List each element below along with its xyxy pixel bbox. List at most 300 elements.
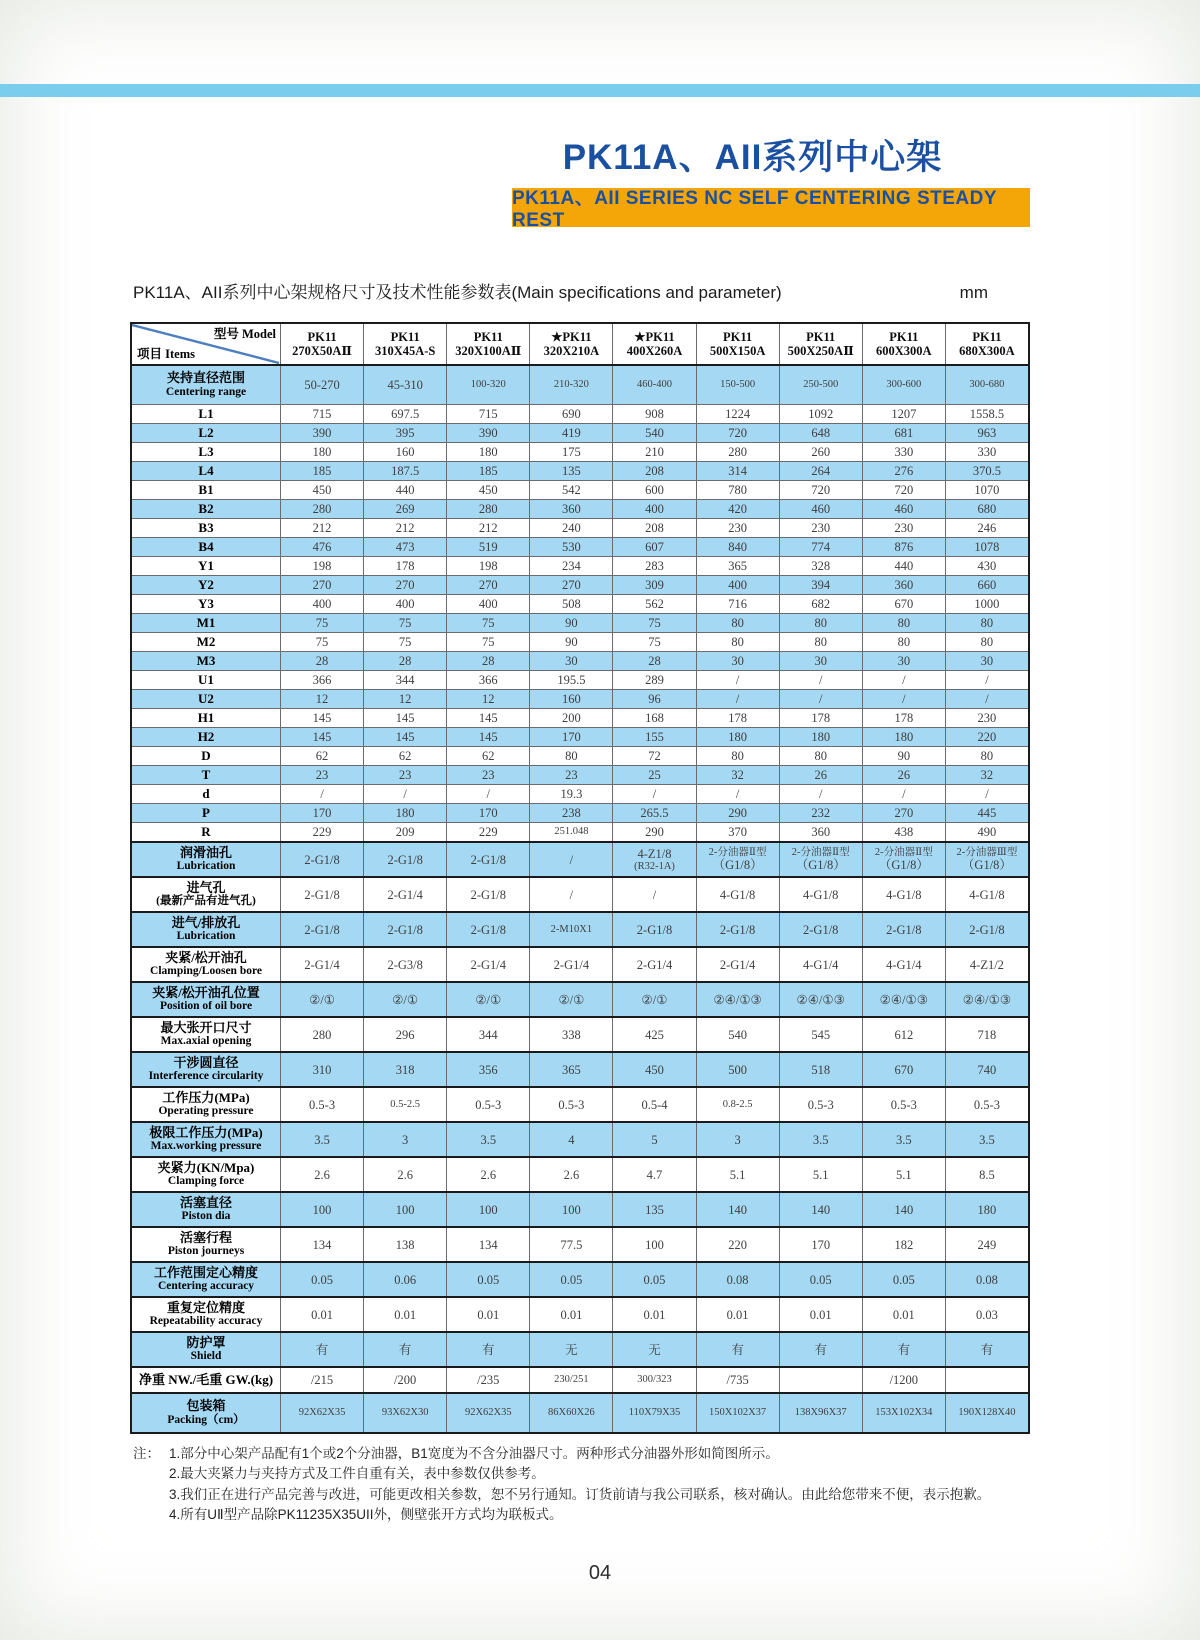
value-text: 774 [811, 540, 831, 554]
value-text: 0.01 [477, 1307, 500, 1322]
value-cell [529, 785, 612, 803]
value-text: 212 [312, 521, 332, 535]
value-cell [363, 405, 446, 423]
value-text: 246 [977, 521, 997, 535]
row-label-line: M3 [196, 652, 216, 668]
value-text: 0.08 [975, 1272, 998, 1287]
value-cell [862, 1193, 945, 1226]
value-text: 360 [811, 825, 831, 839]
value-text: 170 [478, 806, 498, 820]
table-row [132, 670, 1028, 689]
value-cell [529, 366, 612, 404]
value-cell [363, 652, 446, 670]
value-cell [696, 878, 779, 911]
value-cell [612, 557, 695, 575]
value-text: 72 [648, 749, 661, 763]
value-text: 360 [562, 502, 581, 516]
value-cell [446, 1368, 529, 1392]
value-cell [446, 1263, 529, 1296]
corner-cell [132, 324, 280, 364]
value-text: 178 [811, 711, 831, 725]
value-cell [363, 1263, 446, 1296]
model-header-line: 320X100AⅡ [455, 344, 522, 358]
value-cell [945, 1394, 1028, 1432]
value-cell [363, 366, 446, 404]
value-text: 90 [897, 749, 911, 763]
value-text: ②/① [641, 992, 668, 1007]
value-text: 3 [402, 1132, 409, 1147]
value-text: 540 [728, 1027, 747, 1042]
value-cell [529, 424, 612, 442]
value-text: 450 [478, 483, 498, 497]
value-cell [696, 595, 779, 613]
value-cell [363, 1193, 446, 1226]
value-text: 2-G1/8 [886, 922, 922, 937]
value-cell [945, 500, 1028, 518]
value-cell [862, 1228, 945, 1261]
value-cell [779, 983, 862, 1016]
table-caption-row [133, 278, 1030, 303]
value-cell [446, 766, 529, 784]
value-cell [446, 1193, 529, 1226]
value-cell [363, 1018, 446, 1051]
value-text: 545 [811, 1027, 831, 1042]
table-row [132, 981, 1028, 1016]
table-row [132, 1121, 1028, 1156]
value-text: 0.05 [311, 1272, 333, 1287]
value-text: 0.8-2.5 [722, 1098, 753, 1110]
model-header-line: PK11 [307, 330, 337, 344]
value-cell [779, 878, 862, 911]
value-text: /735 [726, 1373, 749, 1387]
value-text: 80 [980, 616, 994, 630]
model-header-cell [280, 324, 363, 364]
value-cell [280, 557, 363, 575]
value-text: 2-G1/8 [719, 922, 756, 937]
row-label-cell [132, 913, 280, 946]
row-label-line: d [202, 785, 210, 801]
value-text: 26 [897, 768, 911, 782]
table-row [132, 404, 1028, 423]
value-cell [280, 576, 363, 594]
value-text: 300/323 [637, 1374, 672, 1386]
value-cell [862, 766, 945, 784]
value-text: 460 [894, 502, 914, 516]
value-text: 210 [645, 445, 664, 459]
value-cell [779, 948, 862, 981]
note-text: 1.部分中心架产品配有1个或2个分油器，B1宽度为不含分油器尺寸。两种形式分油器外形如简图所示。 [169, 1446, 779, 1461]
value-text: 4-G1/4 [886, 957, 922, 972]
value-text: 75 [482, 616, 495, 630]
value-text: 180 [312, 445, 332, 459]
value-text: 100 [562, 1202, 581, 1217]
value-text: 718 [977, 1027, 997, 1042]
value-text: 170 [312, 806, 332, 820]
value-cell [529, 652, 612, 670]
value-cell [446, 843, 529, 876]
note-line [169, 1505, 1113, 1525]
value-cell [612, 500, 695, 518]
value-cell [446, 1333, 529, 1366]
value-cell [280, 1333, 363, 1366]
value-text: 80 [731, 616, 744, 630]
value-text: 230 [977, 711, 997, 725]
value-text: 75 [398, 635, 412, 649]
series-banner: PK11A、AII SERIES NC SELF CENTERING STEADY REST [512, 188, 1030, 227]
value-cell [945, 576, 1028, 594]
value-cell [779, 1088, 862, 1121]
model-header-line: ★PK11 [551, 330, 592, 344]
table-row [132, 632, 1028, 651]
value-cell [529, 1088, 612, 1121]
value-cell [945, 481, 1028, 499]
value-cell [945, 405, 1028, 423]
value-cell [363, 804, 446, 822]
value-text: / [403, 787, 407, 801]
value-text: 283 [645, 559, 664, 573]
value-cell [363, 785, 446, 803]
value-text: 有 [482, 1342, 495, 1357]
value-cell [779, 671, 862, 689]
value-cell [612, 366, 695, 404]
value-text: 1207 [891, 407, 917, 421]
row-label-cell [132, 671, 280, 689]
value-cell [446, 1158, 529, 1191]
value-cell [363, 443, 446, 461]
value-text: / [735, 692, 740, 706]
value-cell [529, 1018, 612, 1051]
value-cell [280, 690, 363, 708]
value-text: 2.6 [314, 1167, 330, 1182]
value-text: 2-G1/8 [470, 852, 506, 867]
row-label-line: Repeatability accuracy [149, 1315, 263, 1328]
row-label-cell [132, 1053, 280, 1086]
value-cell [696, 557, 779, 575]
value-text: 30 [980, 654, 994, 668]
row-label-line: Max.axial opening [160, 1035, 252, 1048]
value-text: 2-分油器Ⅱ型 [874, 846, 933, 858]
value-cell [363, 519, 446, 537]
value-cell [779, 633, 862, 651]
value-cell [779, 500, 862, 518]
value-cell [446, 728, 529, 746]
value-text: 80 [731, 749, 744, 763]
value-text: 有 [814, 1342, 827, 1357]
row-label-line: D [201, 747, 211, 763]
model-header-line: PK11 [723, 330, 753, 344]
value-text: / [652, 887, 657, 902]
row-label-line: L3 [198, 443, 214, 459]
value-text: 1070 [974, 483, 1000, 497]
value-text: 370.5 [972, 464, 1001, 478]
value-cell [696, 690, 779, 708]
row-label-cell [132, 878, 280, 911]
value-text: 0.5-2.5 [390, 1098, 421, 1110]
value-cell [280, 1298, 363, 1331]
value-cell [696, 1123, 779, 1156]
value-cell [280, 1394, 363, 1432]
value-text: ②④/①③ [879, 992, 928, 1007]
value-cell [779, 424, 862, 442]
value-text: 365 [728, 559, 747, 573]
value-text: 1000 [974, 597, 1000, 611]
value-text: 50-270 [304, 378, 340, 392]
value-cell [612, 1158, 695, 1191]
value-text: 96 [648, 692, 661, 706]
table-row [132, 499, 1028, 518]
value-text: 138X96X37 [794, 1407, 847, 1419]
value-cell [529, 1263, 612, 1296]
row-label-line: 活塞行程 [179, 1229, 232, 1245]
value-text: 3 [734, 1132, 741, 1147]
value-cell [945, 633, 1028, 651]
value-text: 80 [814, 616, 827, 630]
value-cell [363, 1394, 446, 1432]
value-cell [446, 405, 529, 423]
value-text: 230 [811, 521, 831, 535]
value-text: 26 [814, 768, 827, 782]
value-text: 0.05 [892, 1272, 915, 1287]
value-text: 4-Z1/2 [969, 957, 1004, 972]
value-cell [945, 843, 1028, 876]
value-text: 135 [562, 464, 581, 478]
value-cell [862, 878, 945, 911]
note-text: 4.所有UⅡ型产品除PK11235X35UII外，侧壁张开方式均为联板式。 [169, 1506, 563, 1522]
table-header-row [132, 324, 1028, 364]
value-text: 30 [814, 654, 827, 668]
value-cell [862, 405, 945, 423]
value-text: 0.5-3 [309, 1097, 336, 1112]
value-cell [862, 1333, 945, 1366]
value-text: 280 [312, 502, 332, 516]
value-text: 229 [312, 825, 332, 839]
value-text: / [486, 787, 491, 801]
value-cell [612, 766, 695, 784]
table-row [132, 1156, 1028, 1191]
value-cell [696, 1298, 779, 1331]
value-cell [280, 500, 363, 518]
value-cell [779, 462, 862, 480]
value-text: 720 [728, 426, 747, 440]
value-cell [446, 785, 529, 803]
corner-label-items: 项目 Items [137, 347, 195, 361]
table-row [132, 1226, 1028, 1261]
value-text: / [735, 673, 740, 687]
value-text: 23 [315, 768, 329, 782]
row-label-line: 夹持直径范围 [166, 370, 245, 386]
value-text: 394 [811, 578, 831, 592]
value-cell [612, 1193, 695, 1226]
value-text: 269 [395, 502, 415, 516]
model-header-line: 500X250AⅡ [787, 344, 854, 358]
value-text: 250-500 [803, 379, 839, 391]
value-text: 1558.5 [969, 407, 1005, 421]
row-label-line: B4 [198, 538, 214, 554]
value-text: 519 [478, 540, 498, 554]
value-cell [779, 1298, 862, 1331]
value-text: 697.5 [391, 407, 420, 421]
value-text: 2-G1/8 [304, 887, 340, 902]
value-text: 75 [648, 635, 661, 649]
table-row [132, 1296, 1028, 1331]
row-label-line: 防护罩 [186, 1334, 226, 1350]
value-cell [529, 614, 612, 632]
value-cell [862, 1298, 945, 1331]
value-text: 660 [977, 578, 997, 592]
value-text: （G1/8） [795, 858, 846, 873]
value-cell [280, 366, 363, 404]
value-cell [529, 823, 612, 841]
value-text: 80 [814, 749, 827, 763]
model-header-cell [529, 324, 612, 364]
value-text: 390 [312, 426, 332, 440]
value-cell [280, 1228, 363, 1261]
value-cell [612, 804, 695, 822]
value-text: 208 [645, 521, 664, 535]
value-text: 175 [562, 445, 581, 459]
value-text: ②/① [558, 992, 585, 1007]
value-text: 198 [312, 559, 332, 573]
value-cell [612, 1333, 695, 1366]
value-cell [446, 948, 529, 981]
value-cell [612, 1263, 695, 1296]
value-text: 2-分油器Ⅲ型 [956, 846, 1018, 858]
value-text: 75 [648, 616, 661, 630]
value-cell [280, 1158, 363, 1191]
value-cell [696, 462, 779, 480]
value-cell [945, 424, 1028, 442]
value-cell [612, 671, 695, 689]
value-cell [529, 1053, 612, 1086]
model-header-line: 680X300A [959, 344, 1015, 358]
value-text: ②④/①③ [962, 992, 1012, 1007]
value-cell [363, 557, 446, 575]
value-text: 450 [645, 1062, 664, 1077]
value-cell [529, 1193, 612, 1226]
model-header-cell [779, 324, 862, 364]
value-text: 400 [728, 578, 747, 592]
value-cell [945, 614, 1028, 632]
value-text: 160 [562, 692, 581, 706]
value-cell [446, 576, 529, 594]
value-cell [612, 785, 695, 803]
value-text: 187.5 [391, 464, 420, 478]
value-text: 390 [478, 426, 498, 440]
row-label-line: 干涉圆直径 [173, 1054, 239, 1070]
value-text: 232 [811, 806, 831, 820]
value-cell [862, 595, 945, 613]
value-cell [779, 843, 862, 876]
row-label-line: B1 [198, 481, 214, 497]
value-text: 276 [894, 464, 914, 478]
value-cell [446, 823, 529, 841]
value-cell [280, 804, 363, 822]
value-cell [945, 766, 1028, 784]
value-cell [446, 878, 529, 911]
value-cell [696, 1053, 779, 1086]
value-cell [862, 1123, 945, 1156]
value-text: ②/① [309, 992, 335, 1007]
value-text: 314 [728, 464, 747, 478]
value-cell [696, 728, 779, 746]
value-text: 168 [645, 711, 664, 725]
value-text: 212 [395, 521, 415, 535]
value-cell [696, 1368, 779, 1392]
value-text: 0.5-3 [973, 1097, 1000, 1112]
value-text: 5.1 [896, 1167, 912, 1182]
value-cell [779, 1018, 862, 1051]
value-text: 963 [977, 426, 997, 440]
value-text: 178 [894, 711, 914, 725]
value-cell [280, 1263, 363, 1296]
value-text: （G1/8） [961, 858, 1012, 873]
value-text: 140 [894, 1202, 914, 1217]
value-cell [363, 747, 446, 765]
row-label-line: Y3 [198, 595, 214, 611]
value-cell [945, 1298, 1028, 1331]
value-text: 876 [894, 540, 914, 554]
value-text: 160 [395, 445, 415, 459]
value-cell [363, 823, 446, 841]
value-cell [529, 500, 612, 518]
value-cell [280, 1088, 363, 1121]
value-cell [779, 823, 862, 841]
value-text: 80 [897, 635, 911, 649]
value-cell [529, 1228, 612, 1261]
value-cell [363, 538, 446, 556]
value-text: 100-320 [470, 379, 506, 391]
value-cell [612, 747, 695, 765]
value-cell [612, 878, 695, 911]
row-label-cell [132, 595, 280, 613]
value-cell [612, 1088, 695, 1121]
value-cell [446, 595, 529, 613]
value-text: 280 [312, 1027, 332, 1042]
value-cell [612, 1368, 695, 1392]
value-text: 518 [811, 1062, 831, 1077]
value-text: /215 [310, 1373, 334, 1387]
row-label-cell [132, 366, 280, 404]
value-text: 220 [728, 1237, 747, 1252]
value-text: 28 [482, 654, 495, 668]
value-text: 740 [977, 1062, 997, 1077]
value-cell [363, 462, 446, 480]
value-text: 2-G1/4 [553, 957, 590, 972]
value-text: 12 [482, 692, 495, 706]
value-text: / [320, 787, 324, 801]
value-text: 419 [562, 426, 581, 440]
row-label-cell [132, 443, 280, 461]
note-line [169, 1485, 1113, 1505]
value-text: 2-分油器Ⅱ型 [791, 846, 850, 858]
value-cell [945, 1193, 1028, 1226]
row-label-line: Clamping force [167, 1175, 245, 1188]
table-row [132, 613, 1028, 632]
value-text: 310 [312, 1062, 332, 1077]
value-text: 0.01 [809, 1307, 832, 1322]
value-text: 4.7 [646, 1167, 663, 1182]
row-label-line: 夹紧/松开油孔 [165, 949, 247, 965]
value-cell [862, 1158, 945, 1191]
value-cell [696, 519, 779, 537]
value-cell [862, 424, 945, 442]
value-text: 425 [645, 1027, 664, 1042]
value-cell [280, 462, 363, 480]
value-cell [862, 576, 945, 594]
model-header-line: PK11 [972, 330, 1002, 344]
value-text: 450 [312, 483, 332, 497]
value-text: 460-400 [636, 379, 672, 391]
